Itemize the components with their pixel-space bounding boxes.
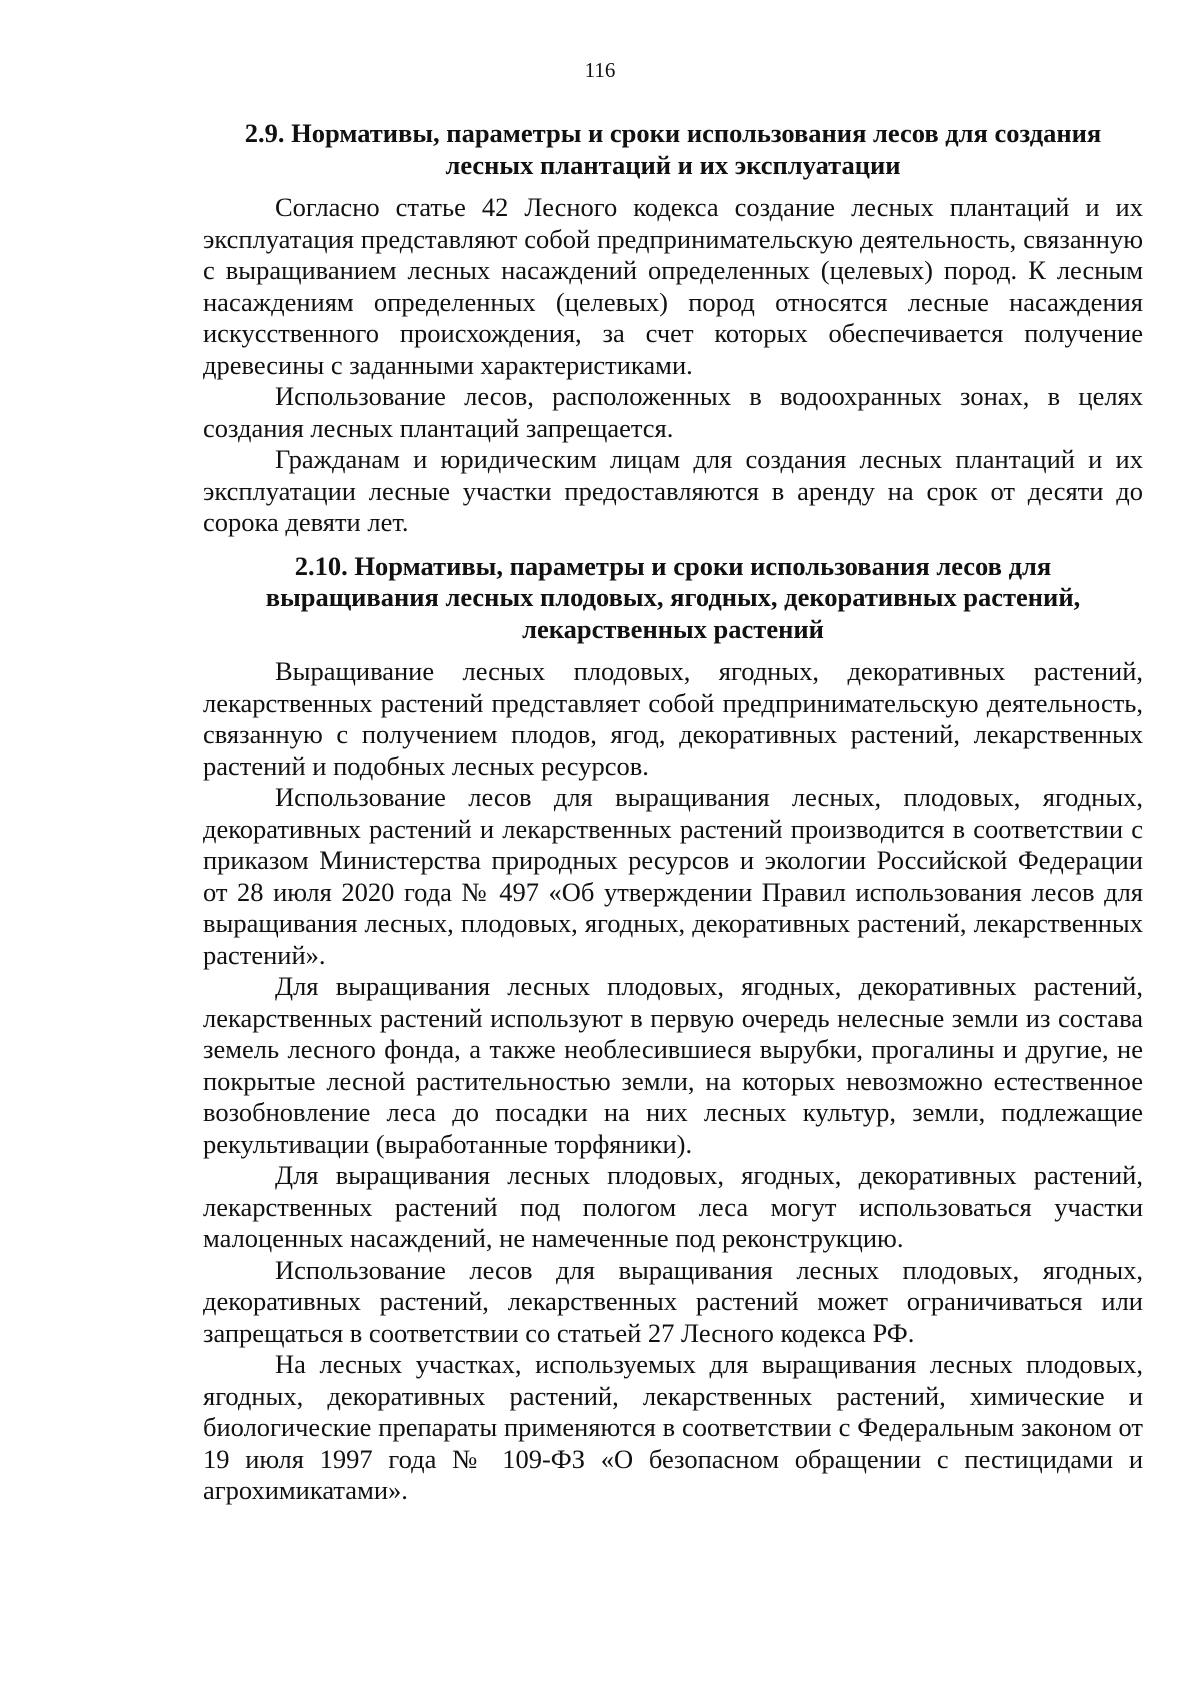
section-heading: 2.10. Нормативы, параметры и сроки использования лесов для выращивания лесных плодовых, ягодных, декоративных растений, лекарственных растений <box>265 550 1081 644</box>
paragraph: Использование лесов, расположенных в водоохранных зонах, в целях создания лесных плантаций запрещается. <box>203 381 1143 443</box>
document-body <box>203 118 1143 1507</box>
section-heading: 2.9. Нормативы, параметры и сроки использования лесов для создания лесных плантаций и их эксплуатации <box>244 118 1102 180</box>
section-2-9 <box>203 118 1143 539</box>
section-2-10 <box>203 551 1143 1507</box>
paragraph: Использование лесов для выращивания лесных плодовых, ягодных, декоративных растений, лекарственных растений может ограничиваться или запрещаться в соответствии со статьей 27 Лесного кодекса РФ. <box>203 1254 1143 1348</box>
paragraph: Согласно статье 42 Лесного кодекса создание лесных плантаций и их эксплуатация представляют собой предпринимательскую деятельность, связанную с выращиванием лесных насаждений определенных (целевых) пород. К лесным насаждениям определенных (целевых) пород относятся лесные насаждения искусственного происхождения, за счет которых обеспечивается получение древесины с заданными характеристиками. <box>203 192 1143 380</box>
paragraph: Для выращивания лесных плодовых, ягодных, декоративных растений, лекарственных растений используют в первую очередь нелесные земли из состава земель лесного фонда, а также необлесившиеся вырубки, прогалины и другие, не покрытые лесной растительностью земли, на которых невозможно естественное возобновление леса до посадки на них лесных культур, земли, подлежащие рекультивации (выработанные торфяники). <box>203 971 1143 1159</box>
paragraph: Для выращивания лесных плодовых, ягодных, декоративных растений, лекарственных растений под пологом леса могут использоваться участки малоценных насаждений, не намеченные под реконструкцию. <box>203 1160 1143 1253</box>
paragraph: Гражданам и юридическим лицам для создания лесных плантаций и их эксплуатации лесные участки предоставляются в аренду на срок от десяти до сорока девяти лет. <box>203 444 1143 537</box>
paragraph: На лесных участках, используемых для выращивания лесных плодовых, ягодных, декоративных растений, лекарственных растений, химические и биологические препараты применяются в соответствии с Федеральным законом от 19 июля 1997 года № 109-ФЗ «О безопасном обращении с пестицидами и агрохимикатами». <box>203 1349 1143 1505</box>
page-number: 116 <box>584 58 616 82</box>
paragraph: Использование лесов для выращивания лесных, плодовых, ягодных, декоративных растений и лекарственных растений производится в соответствии с приказом Министерства природных ресурсов и экологии Российской Федерации от 28 июля 2020 года № 497 «Об утверждении Правил использования лесов для выращивания лесных, плодовых, ягодных, декоративных растений, лекарственных растений». <box>203 782 1143 970</box>
paragraph: Выращивание лесных плодовых, ягодных, декоративных растений, лекарственных растений представляет собой предпринимательскую деятельность, связанную с получением плодов, ягод, декоративных растений, лекарственных растений и подобных лесных ресурсов. <box>203 656 1143 781</box>
